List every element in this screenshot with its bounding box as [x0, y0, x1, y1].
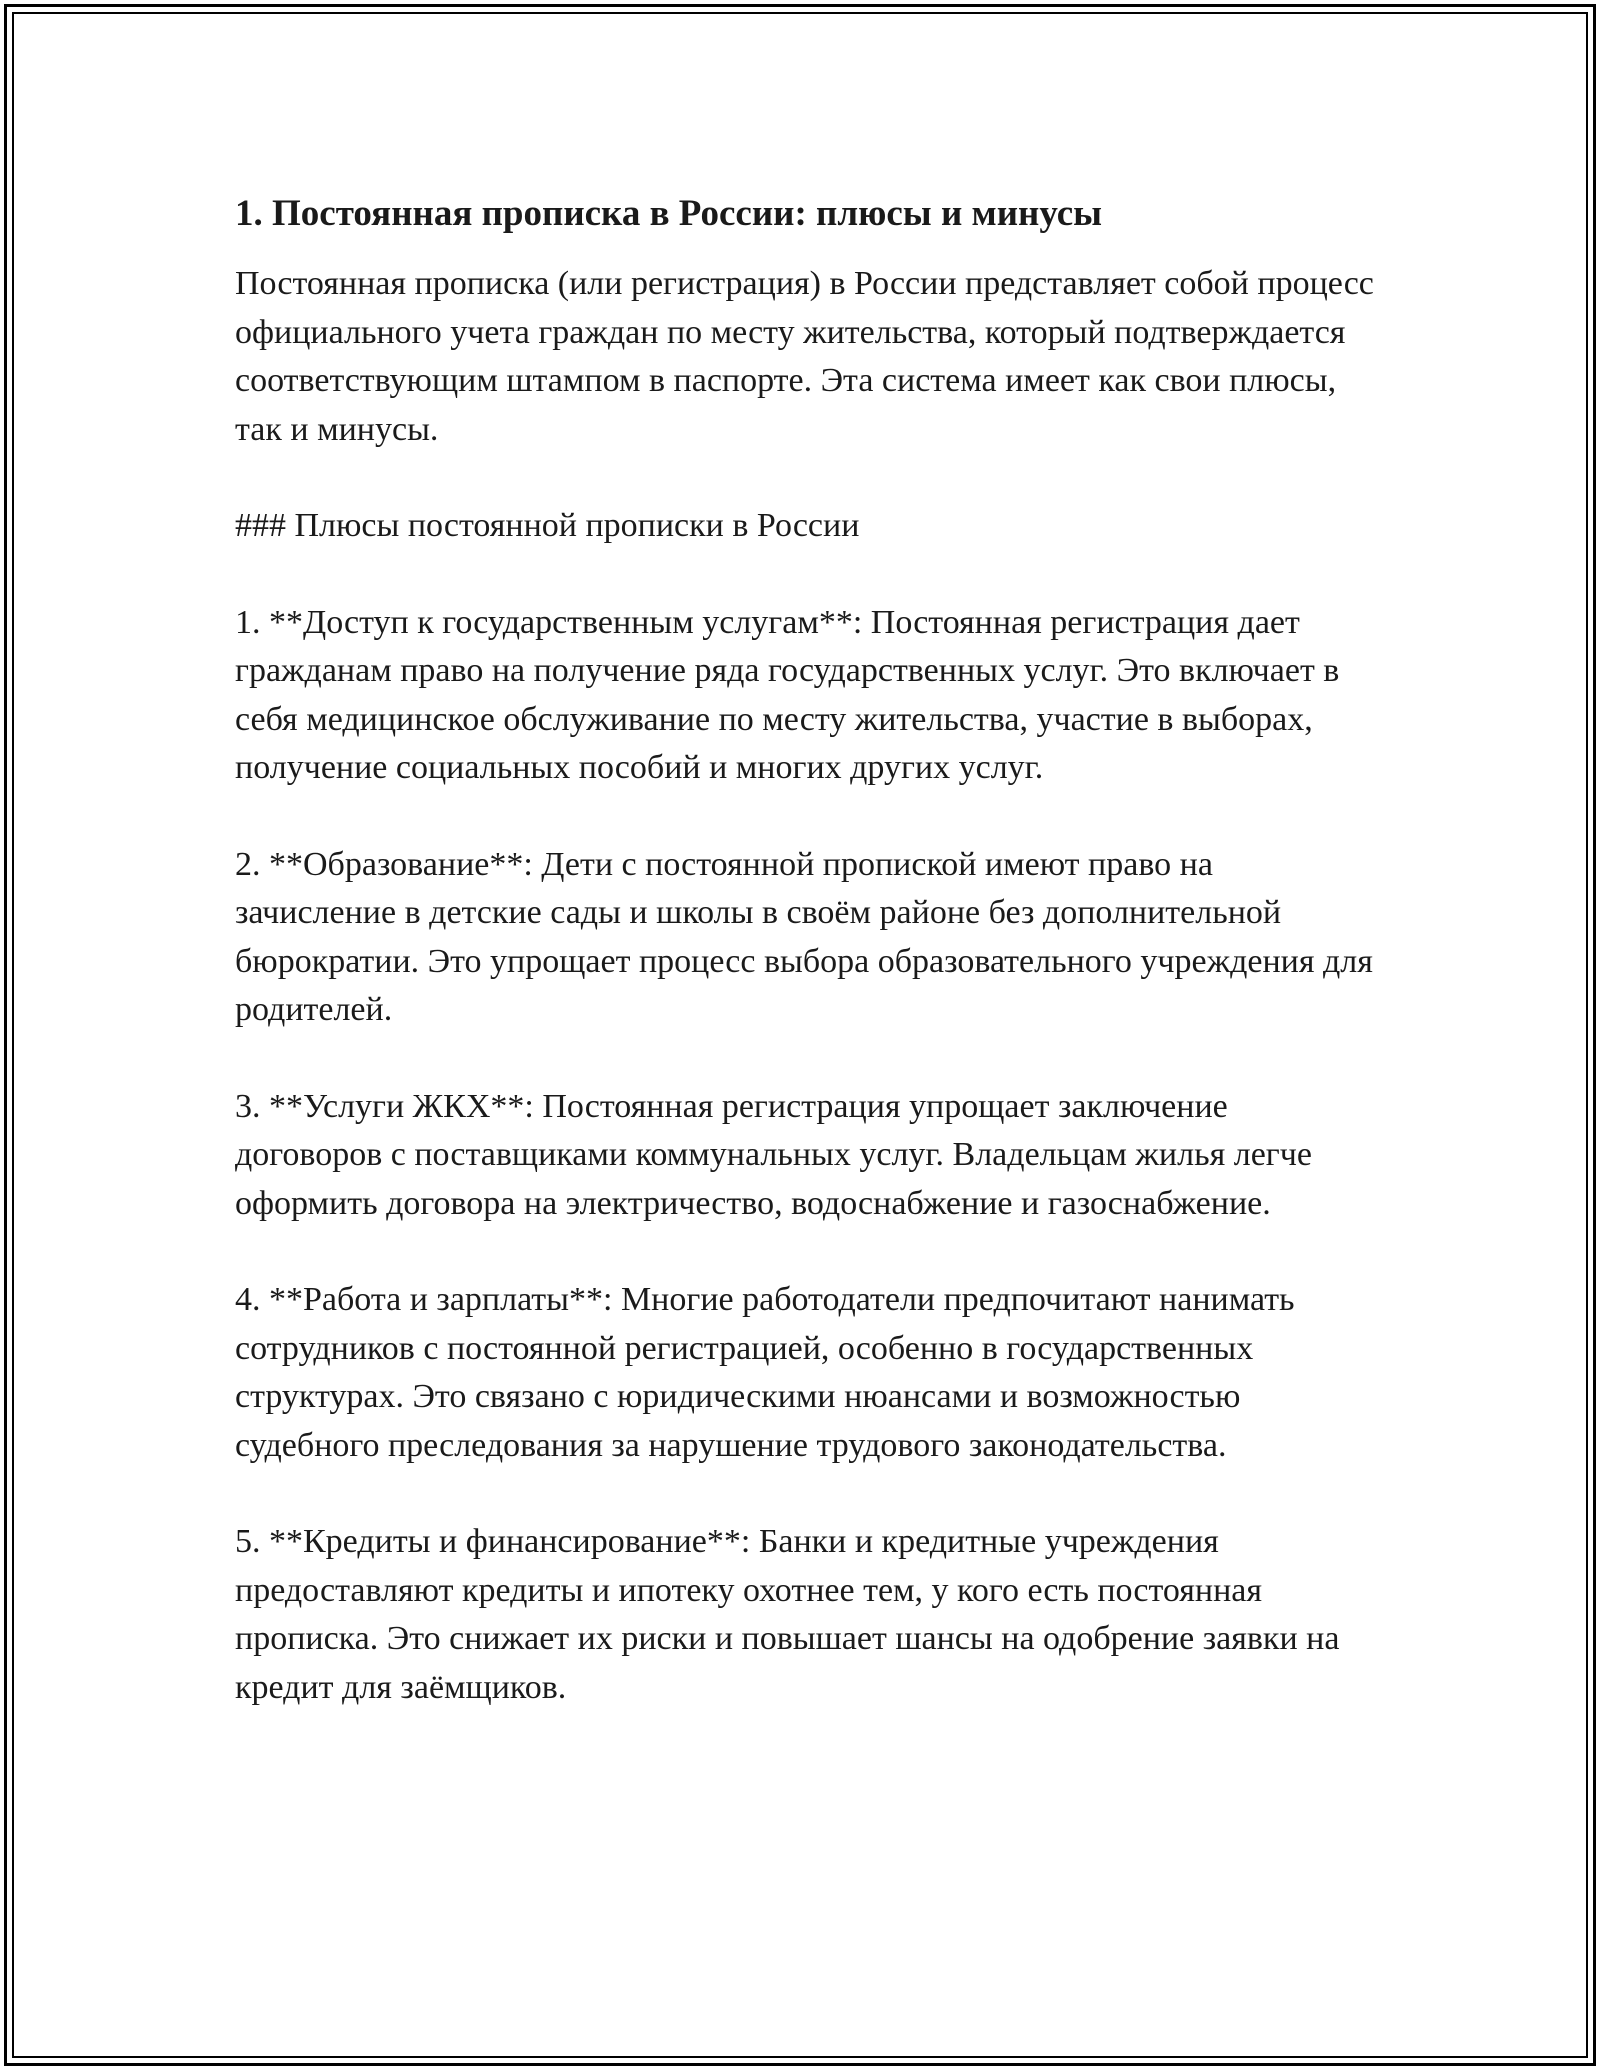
list-item: 5. **Кредиты и финансирование**: Банки и кредитные учреждения предоставляют кредиты и ипотеку охотнее тем, у кого есть постоянная прописка. Это снижает их риски и повышает шансы на одобрение заявки на кредит для заёмщиков. — [235, 1523, 1340, 1706]
list-item: 3. **Услуги ЖКХ**: Постоянная регистрация упрощает заключение договоров с поставщиками коммунальных услуг. Владельцам жилья легче оформить договора на электричество, водоснабжение и газоснабжение. — [235, 1087, 1312, 1222]
list-item: 2. **Образование**: Дети с постоянной пропиской имеют право на зачисление в детские сады и школы в своём районе без дополнительной бюрократии. Это упрощает процесс выбора образовательного учреждения для родителей. — [235, 845, 1373, 1028]
document-title: 1. Постоянная прописка в России: плюсы и минусы — [235, 193, 1103, 234]
document-body — [235, 180, 1375, 1760]
list-item: 4. **Работа и зарплаты**: Многие работодатели предпочитают нанимать сотрудников с постоянной регистрацией, особенно в государственных структурах. Это связано с юридическими нюансами и возможностью судебного преследования за нарушение трудового законодательства. — [235, 1281, 1295, 1464]
list-item: 1. **Доступ к государственным услугам**: Постоянная регистрация дает гражданам право на получение ряда государственных услуг. Это включает в себя медицинское обслуживание по месту жительства, участие в выборах, получение социальных пособий и многих других услуг. — [235, 603, 1340, 786]
intro-paragraph: Постоянная прописка (или регистрация) в России представляет собой процесс официального учета граждан по месту жительства, который подтверждается соответствующим штампом в паспорте. Эта система имеет как свои плюсы, так и минусы. — [235, 265, 1374, 448]
section-heading-pros: ### Плюсы постоянной прописки в России — [235, 507, 860, 544]
